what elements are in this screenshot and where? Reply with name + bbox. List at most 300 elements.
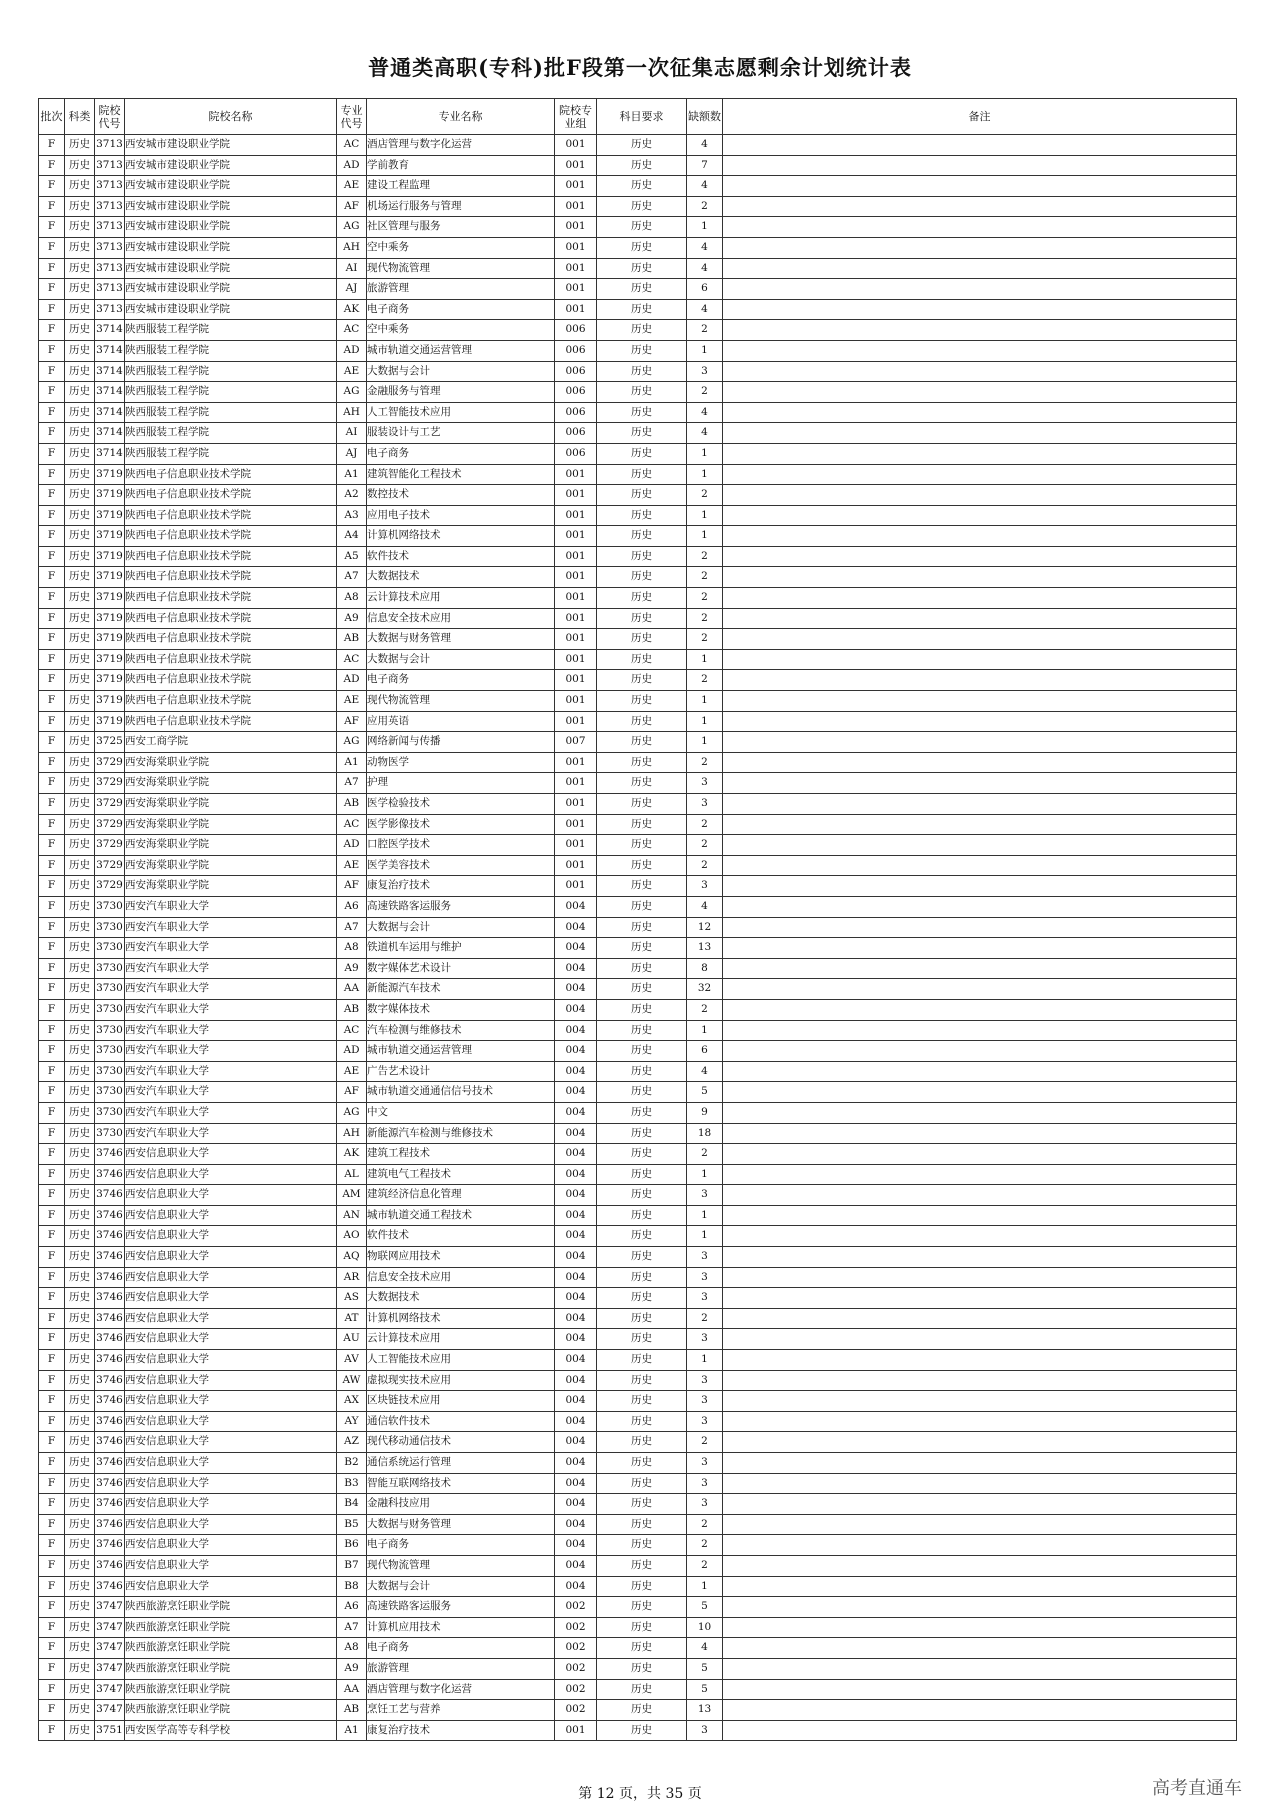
table-row xyxy=(39,938,1237,959)
cell-major-name: 云计算技术应用 xyxy=(367,588,555,609)
cell-vacancy: 1 xyxy=(687,691,723,712)
cell-major-group: 001 xyxy=(555,546,597,567)
cell-subject-req: 历史 xyxy=(597,1658,687,1679)
cell-major-code: AB xyxy=(337,1700,367,1721)
cell-school-name: 西安信息职业大学 xyxy=(125,1185,337,1206)
cell-school-code: 3746 xyxy=(95,1205,125,1226)
table-row xyxy=(39,382,1237,403)
cell-major-code: B8 xyxy=(337,1576,367,1597)
table-row xyxy=(39,1370,1237,1391)
cell-vacancy: 2 xyxy=(687,855,723,876)
table-row xyxy=(39,588,1237,609)
header-category: 科类 xyxy=(65,99,95,135)
cell-remarks xyxy=(723,691,1237,712)
cell-major-code: AE xyxy=(337,361,367,382)
cell-subject-req: 历史 xyxy=(597,588,687,609)
cell-category: 历史 xyxy=(65,1700,95,1721)
table-row xyxy=(39,196,1237,217)
cell-major-code: AG xyxy=(337,382,367,403)
table-row xyxy=(39,752,1237,773)
cell-major-name: 软件技术 xyxy=(367,1226,555,1247)
cell-major-name: 通信软件技术 xyxy=(367,1411,555,1432)
cell-school-name: 西安城市建设职业学院 xyxy=(125,155,337,176)
cell-school-code: 3746 xyxy=(95,1185,125,1206)
cell-major-group: 004 xyxy=(555,917,597,938)
cell-subject-req: 历史 xyxy=(597,237,687,258)
cell-subject-req: 历史 xyxy=(597,1679,687,1700)
table-row xyxy=(39,608,1237,629)
cell-batch: F xyxy=(39,711,65,732)
cell-vacancy: 1 xyxy=(687,711,723,732)
cell-major-group: 001 xyxy=(555,258,597,279)
table-row xyxy=(39,1102,1237,1123)
cell-vacancy: 5 xyxy=(687,1658,723,1679)
cell-major-group: 004 xyxy=(555,1267,597,1288)
table-row xyxy=(39,1082,1237,1103)
cell-subject-req: 历史 xyxy=(597,1267,687,1288)
cell-category: 历史 xyxy=(65,258,95,279)
cell-school-name: 西安城市建设职业学院 xyxy=(125,299,337,320)
cell-school-name: 西安信息职业大学 xyxy=(125,1205,337,1226)
cell-subject-req: 历史 xyxy=(597,443,687,464)
cell-school-code: 3719 xyxy=(95,567,125,588)
cell-major-group: 001 xyxy=(555,196,597,217)
cell-batch: F xyxy=(39,155,65,176)
cell-subject-req: 历史 xyxy=(597,546,687,567)
cell-major-name: 应用英语 xyxy=(367,711,555,732)
cell-school-code: 3730 xyxy=(95,999,125,1020)
cell-school-code: 3746 xyxy=(95,1226,125,1247)
cell-vacancy: 4 xyxy=(687,1061,723,1082)
cell-major-code: AJ xyxy=(337,443,367,464)
cell-major-code: AO xyxy=(337,1226,367,1247)
cell-school-name: 陕西服装工程学院 xyxy=(125,402,337,423)
cell-school-name: 陕西服装工程学院 xyxy=(125,340,337,361)
cell-school-name: 西安信息职业大学 xyxy=(125,1370,337,1391)
cell-remarks xyxy=(723,1370,1237,1391)
cell-batch: F xyxy=(39,1576,65,1597)
cell-subject-req: 历史 xyxy=(597,896,687,917)
cell-school-code: 3747 xyxy=(95,1700,125,1721)
cell-major-code: B4 xyxy=(337,1494,367,1515)
cell-subject-req: 历史 xyxy=(597,299,687,320)
cell-subject-req: 历史 xyxy=(597,1041,687,1062)
cell-remarks xyxy=(723,1658,1237,1679)
cell-batch: F xyxy=(39,1473,65,1494)
cell-school-name: 西安信息职业大学 xyxy=(125,1494,337,1515)
cell-major-name: 医学检验技术 xyxy=(367,794,555,815)
cell-remarks xyxy=(723,629,1237,650)
cell-remarks xyxy=(723,1679,1237,1700)
cell-subject-req: 历史 xyxy=(597,1432,687,1453)
cell-subject-req: 历史 xyxy=(597,752,687,773)
cell-batch: F xyxy=(39,1102,65,1123)
cell-subject-req: 历史 xyxy=(597,1720,687,1741)
cell-major-code: A6 xyxy=(337,1597,367,1618)
cell-school-code: 3714 xyxy=(95,320,125,341)
table-row xyxy=(39,443,1237,464)
cell-major-group: 001 xyxy=(555,279,597,300)
cell-school-name: 陕西电子信息职业技术学院 xyxy=(125,649,337,670)
cell-vacancy: 7 xyxy=(687,155,723,176)
table-row xyxy=(39,402,1237,423)
cell-category: 历史 xyxy=(65,1679,95,1700)
cell-school-code: 3729 xyxy=(95,835,125,856)
table-row xyxy=(39,1020,1237,1041)
cell-school-code: 3714 xyxy=(95,340,125,361)
cell-batch: F xyxy=(39,443,65,464)
table-row xyxy=(39,1288,1237,1309)
table-row xyxy=(39,794,1237,815)
cell-major-name: 数字媒体技术 xyxy=(367,999,555,1020)
cell-major-name: 计算机网络技术 xyxy=(367,526,555,547)
cell-major-group: 004 xyxy=(555,1185,597,1206)
cell-vacancy: 2 xyxy=(687,567,723,588)
cell-major-group: 004 xyxy=(555,1082,597,1103)
cell-category: 历史 xyxy=(65,423,95,444)
cell-major-name: 软件技术 xyxy=(367,546,555,567)
cell-major-group: 002 xyxy=(555,1597,597,1618)
cell-major-group: 001 xyxy=(555,773,597,794)
cell-vacancy: 32 xyxy=(687,979,723,1000)
table-row xyxy=(39,1411,1237,1432)
cell-subject-req: 历史 xyxy=(597,876,687,897)
cell-batch: F xyxy=(39,629,65,650)
cell-school-code: 3746 xyxy=(95,1514,125,1535)
cell-school-name: 陕西电子信息职业技术学院 xyxy=(125,567,337,588)
cell-subject-req: 历史 xyxy=(597,176,687,197)
cell-remarks xyxy=(723,340,1237,361)
cell-vacancy: 3 xyxy=(687,1247,723,1268)
page-title: 普通类高职(专科)批F段第一次征集志愿剩余计划统计表 xyxy=(368,55,912,80)
cell-vacancy: 3 xyxy=(687,1288,723,1309)
table-row xyxy=(39,361,1237,382)
cell-vacancy: 3 xyxy=(687,1720,723,1741)
table-row xyxy=(39,217,1237,238)
table-row xyxy=(39,1658,1237,1679)
cell-remarks xyxy=(723,896,1237,917)
cell-major-group: 004 xyxy=(555,1432,597,1453)
cell-category: 历史 xyxy=(65,752,95,773)
cell-major-name: 高速铁路客运服务 xyxy=(367,896,555,917)
cell-major-group: 006 xyxy=(555,423,597,444)
cell-batch: F xyxy=(39,402,65,423)
cell-school-code: 3730 xyxy=(95,938,125,959)
cell-batch: F xyxy=(39,1350,65,1371)
cell-school-name: 西安海棠职业学院 xyxy=(125,773,337,794)
table-row xyxy=(39,464,1237,485)
cell-remarks xyxy=(723,1617,1237,1638)
cell-remarks xyxy=(723,176,1237,197)
cell-vacancy: 12 xyxy=(687,917,723,938)
cell-major-name: 信息安全技术应用 xyxy=(367,608,555,629)
cell-remarks xyxy=(723,1164,1237,1185)
cell-category: 历史 xyxy=(65,361,95,382)
cell-school-name: 陕西服装工程学院 xyxy=(125,382,337,403)
cell-batch: F xyxy=(39,1020,65,1041)
cell-major-group: 001 xyxy=(555,485,597,506)
cell-major-name: 广告艺术设计 xyxy=(367,1061,555,1082)
cell-major-name: 现代移动通信技术 xyxy=(367,1432,555,1453)
table-row xyxy=(39,1494,1237,1515)
cell-category: 历史 xyxy=(65,1205,95,1226)
cell-batch: F xyxy=(39,1720,65,1741)
cell-major-code: AB xyxy=(337,999,367,1020)
cell-category: 历史 xyxy=(65,1370,95,1391)
cell-batch: F xyxy=(39,752,65,773)
cell-major-name: 大数据与会计 xyxy=(367,1576,555,1597)
table-row xyxy=(39,649,1237,670)
cell-batch: F xyxy=(39,1679,65,1700)
cell-category: 历史 xyxy=(65,1123,95,1144)
cell-batch: F xyxy=(39,279,65,300)
cell-batch: F xyxy=(39,176,65,197)
cell-major-code: AC xyxy=(337,135,367,156)
cell-school-code: 3714 xyxy=(95,402,125,423)
cell-school-name: 西安海棠职业学院 xyxy=(125,752,337,773)
cell-major-code: AE xyxy=(337,691,367,712)
cell-school-code: 3746 xyxy=(95,1453,125,1474)
cell-category: 历史 xyxy=(65,1432,95,1453)
table-row xyxy=(39,155,1237,176)
cell-batch: F xyxy=(39,299,65,320)
cell-major-code: AB xyxy=(337,629,367,650)
cell-major-code: A8 xyxy=(337,938,367,959)
cell-school-name: 西安城市建设职业学院 xyxy=(125,279,337,300)
cell-major-group: 007 xyxy=(555,732,597,753)
cell-major-group: 004 xyxy=(555,1226,597,1247)
cell-school-name: 西安汽车职业大学 xyxy=(125,1041,337,1062)
cell-school-name: 陕西电子信息职业技术学院 xyxy=(125,711,337,732)
cell-batch: F xyxy=(39,649,65,670)
cell-vacancy: 2 xyxy=(687,546,723,567)
cell-school-name: 陕西服装工程学院 xyxy=(125,423,337,444)
cell-major-code: A7 xyxy=(337,567,367,588)
cell-subject-req: 历史 xyxy=(597,279,687,300)
cell-subject-req: 历史 xyxy=(597,382,687,403)
cell-subject-req: 历史 xyxy=(597,1082,687,1103)
cell-batch: F xyxy=(39,938,65,959)
cell-major-group: 001 xyxy=(555,155,597,176)
cell-remarks xyxy=(723,1267,1237,1288)
cell-school-name: 西安城市建设职业学院 xyxy=(125,217,337,238)
cell-major-group: 001 xyxy=(555,649,597,670)
cell-remarks xyxy=(723,382,1237,403)
cell-school-name: 陕西电子信息职业技术学院 xyxy=(125,526,337,547)
cell-batch: F xyxy=(39,1144,65,1165)
cell-school-code: 3746 xyxy=(95,1288,125,1309)
cell-school-code: 3725 xyxy=(95,732,125,753)
cell-subject-req: 历史 xyxy=(597,1617,687,1638)
cell-school-name: 陕西旅游烹饪职业学院 xyxy=(125,1700,337,1721)
cell-remarks xyxy=(723,1041,1237,1062)
cell-batch: F xyxy=(39,1391,65,1412)
cell-remarks xyxy=(723,1494,1237,1515)
cell-category: 历史 xyxy=(65,691,95,712)
cell-major-group: 004 xyxy=(555,1411,597,1432)
cell-batch: F xyxy=(39,1432,65,1453)
cell-vacancy: 1 xyxy=(687,526,723,547)
cell-major-code: AI xyxy=(337,423,367,444)
cell-school-code: 3730 xyxy=(95,979,125,1000)
cell-school-name: 西安信息职业大学 xyxy=(125,1144,337,1165)
cell-major-name: 空中乘务 xyxy=(367,320,555,341)
cell-batch: F xyxy=(39,1453,65,1474)
cell-remarks xyxy=(723,1350,1237,1371)
cell-subject-req: 历史 xyxy=(597,773,687,794)
cell-remarks xyxy=(723,588,1237,609)
cell-major-code: AI xyxy=(337,258,367,279)
cell-major-group: 006 xyxy=(555,320,597,341)
cell-major-group: 002 xyxy=(555,1679,597,1700)
cell-batch: F xyxy=(39,526,65,547)
cell-vacancy: 2 xyxy=(687,1308,723,1329)
cell-category: 历史 xyxy=(65,1617,95,1638)
cell-major-group: 004 xyxy=(555,1494,597,1515)
cell-batch: F xyxy=(39,567,65,588)
cell-major-group: 004 xyxy=(555,1453,597,1474)
table-row xyxy=(39,135,1237,156)
header-major-name: 专业名称 xyxy=(367,99,555,135)
cell-subject-req: 历史 xyxy=(597,1411,687,1432)
cell-school-code: 3713 xyxy=(95,217,125,238)
cell-subject-req: 历史 xyxy=(597,1555,687,1576)
table-row xyxy=(39,1555,1237,1576)
cell-subject-req: 历史 xyxy=(597,217,687,238)
cell-major-group: 004 xyxy=(555,1123,597,1144)
cell-category: 历史 xyxy=(65,1144,95,1165)
cell-major-group: 004 xyxy=(555,958,597,979)
cell-remarks xyxy=(723,855,1237,876)
cell-major-code: AZ xyxy=(337,1432,367,1453)
cell-subject-req: 历史 xyxy=(597,1164,687,1185)
cell-batch: F xyxy=(39,670,65,691)
cell-batch: F xyxy=(39,1164,65,1185)
cell-vacancy: 2 xyxy=(687,1144,723,1165)
cell-school-name: 陕西旅游烹饪职业学院 xyxy=(125,1679,337,1700)
cell-vacancy: 13 xyxy=(687,1700,723,1721)
cell-school-name: 陕西旅游烹饪职业学院 xyxy=(125,1597,337,1618)
cell-school-code: 3713 xyxy=(95,176,125,197)
table-row xyxy=(39,1061,1237,1082)
cell-school-code: 3714 xyxy=(95,382,125,403)
header-batch: 批次 xyxy=(39,99,65,135)
cell-batch: F xyxy=(39,1185,65,1206)
cell-category: 历史 xyxy=(65,629,95,650)
cell-school-code: 3714 xyxy=(95,443,125,464)
cell-school-name: 西安信息职业大学 xyxy=(125,1267,337,1288)
cell-school-name: 西安信息职业大学 xyxy=(125,1329,337,1350)
cell-batch: F xyxy=(39,794,65,815)
cell-major-code: AC xyxy=(337,320,367,341)
table-row xyxy=(39,691,1237,712)
cell-major-name: 虚拟现实技术应用 xyxy=(367,1370,555,1391)
cell-major-code: A7 xyxy=(337,1617,367,1638)
cell-batch: F xyxy=(39,1411,65,1432)
cell-subject-req: 历史 xyxy=(597,340,687,361)
cell-school-name: 西安海棠职业学院 xyxy=(125,814,337,835)
cell-major-group: 004 xyxy=(555,1350,597,1371)
cell-remarks xyxy=(723,670,1237,691)
cell-school-code: 3730 xyxy=(95,896,125,917)
cell-major-name: 铁道机车运用与维护 xyxy=(367,938,555,959)
cell-remarks xyxy=(723,237,1237,258)
cell-batch: F xyxy=(39,1700,65,1721)
cell-major-name: 建筑工程技术 xyxy=(367,1144,555,1165)
cell-remarks xyxy=(723,1020,1237,1041)
table-row xyxy=(39,1144,1237,1165)
cell-batch: F xyxy=(39,135,65,156)
cell-school-code: 3747 xyxy=(95,1658,125,1679)
cell-remarks xyxy=(723,1411,1237,1432)
cell-school-code: 3746 xyxy=(95,1144,125,1165)
cell-vacancy: 6 xyxy=(687,279,723,300)
cell-vacancy: 1 xyxy=(687,505,723,526)
cell-major-name: 通信系统运行管理 xyxy=(367,1453,555,1474)
cell-school-name: 陕西旅游烹饪职业学院 xyxy=(125,1638,337,1659)
cell-subject-req: 历史 xyxy=(597,855,687,876)
cell-major-name: 口腔医学技术 xyxy=(367,835,555,856)
cell-major-group: 001 xyxy=(555,835,597,856)
cell-subject-req: 历史 xyxy=(597,567,687,588)
cell-major-name: 烹饪工艺与营养 xyxy=(367,1700,555,1721)
table-header-row xyxy=(39,99,1237,135)
cell-remarks xyxy=(723,1514,1237,1535)
cell-major-code: A1 xyxy=(337,752,367,773)
cell-school-name: 陕西电子信息职业技术学院 xyxy=(125,485,337,506)
cell-school-name: 西安汽车职业大学 xyxy=(125,979,337,1000)
cell-remarks xyxy=(723,1247,1237,1268)
cell-major-code: A9 xyxy=(337,1658,367,1679)
cell-school-code: 3729 xyxy=(95,752,125,773)
cell-vacancy: 3 xyxy=(687,1267,723,1288)
cell-batch: F xyxy=(39,1226,65,1247)
cell-vacancy: 10 xyxy=(687,1617,723,1638)
cell-category: 历史 xyxy=(65,526,95,547)
cell-remarks xyxy=(723,835,1237,856)
cell-major-name: 区块链技术应用 xyxy=(367,1391,555,1412)
cell-category: 历史 xyxy=(65,485,95,506)
cell-school-name: 西安海棠职业学院 xyxy=(125,855,337,876)
cell-vacancy: 2 xyxy=(687,1555,723,1576)
cell-batch: F xyxy=(39,691,65,712)
cell-major-name: 医学影像技术 xyxy=(367,814,555,835)
cell-subject-req: 历史 xyxy=(597,505,687,526)
cell-category: 历史 xyxy=(65,1555,95,1576)
cell-vacancy: 8 xyxy=(687,958,723,979)
cell-school-code: 3713 xyxy=(95,279,125,300)
plan-table xyxy=(38,98,1237,1741)
cell-school-code: 3746 xyxy=(95,1267,125,1288)
cell-category: 历史 xyxy=(65,320,95,341)
cell-major-code: AB xyxy=(337,794,367,815)
cell-major-code: AH xyxy=(337,1123,367,1144)
cell-remarks xyxy=(723,1576,1237,1597)
table-row xyxy=(39,567,1237,588)
cell-vacancy: 3 xyxy=(687,1473,723,1494)
table-row xyxy=(39,629,1237,650)
table-row xyxy=(39,485,1237,506)
cell-category: 历史 xyxy=(65,958,95,979)
header-major-group: 院校专业组 xyxy=(555,99,597,135)
cell-vacancy: 1 xyxy=(687,732,723,753)
cell-vacancy: 6 xyxy=(687,1041,723,1062)
cell-batch: F xyxy=(39,896,65,917)
cell-category: 历史 xyxy=(65,299,95,320)
cell-remarks xyxy=(723,1288,1237,1309)
cell-remarks xyxy=(723,320,1237,341)
table-row xyxy=(39,732,1237,753)
